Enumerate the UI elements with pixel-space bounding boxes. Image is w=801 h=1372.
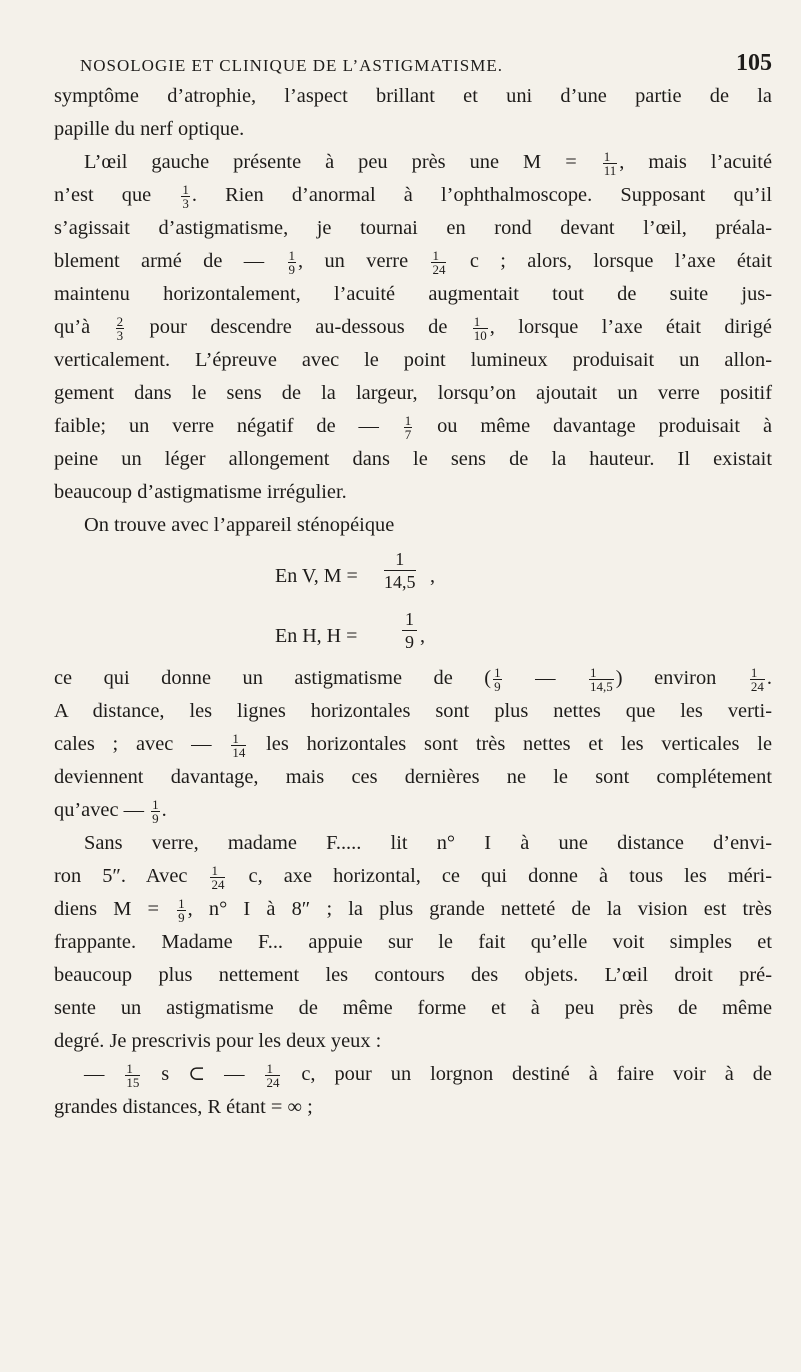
text-line (54, 728, 772, 761)
text-run: grandes distances, R étant = ∞ ; (54, 1096, 313, 1118)
fraction-numerator: 1 (182, 181, 189, 197)
text-run: degré. Je prescrivis pour les deux yeux : (54, 1030, 382, 1052)
text-line (54, 311, 772, 344)
text-run: maintenu horizontalement, l’acuité augmentait tout de suite jus- (54, 283, 772, 305)
fraction-denominator: 24 (266, 1074, 280, 1090)
fraction (603, 150, 618, 177)
fraction-numerator: 1 (431, 249, 446, 263)
formula-label: En V, M = (275, 565, 358, 587)
fraction (116, 315, 125, 342)
text-line (54, 113, 772, 146)
text-line (54, 1091, 772, 1124)
page-header (80, 50, 772, 84)
text-run: ou même davantage produisait à (414, 415, 773, 437)
text-line (54, 509, 772, 542)
text-run: , lorsque l’axe était dirigé (489, 316, 772, 338)
text-run: c, axe horizontal, ce qui donne à tous les méri- (227, 865, 772, 887)
text-run: faible; un verre négatif de — (54, 415, 402, 437)
fraction-numerator: 1 (178, 895, 185, 911)
fraction-denominator: 9 (288, 261, 296, 277)
text-run: c, pour un lorgnon destiné à faire voir à de (282, 1063, 772, 1085)
text-line (54, 212, 772, 245)
fraction-numerator: 1 (589, 666, 614, 680)
fraction-numerator: 1 (384, 548, 416, 571)
fraction-denominator: 14,5 (590, 678, 613, 694)
text-run: , un verre (298, 250, 430, 272)
text-line (54, 827, 772, 860)
fraction-denominator: 3 (182, 195, 189, 211)
fraction (177, 897, 186, 924)
fraction (384, 548, 416, 593)
text-line (54, 992, 772, 1025)
fraction-numerator: 1 (210, 864, 225, 878)
text-line (54, 860, 772, 893)
text-line (54, 761, 772, 794)
fraction (431, 249, 446, 276)
text-run: beaucoup d’astigmatisme irrégulier. (54, 481, 347, 503)
text-line (54, 278, 772, 311)
fraction (493, 666, 502, 693)
body-text (54, 80, 772, 1124)
fraction-numerator: 1 (288, 247, 296, 263)
text-run: diens M = (54, 898, 176, 920)
fraction-denominator: 15 (126, 1074, 140, 1090)
text-run: ) environ (615, 667, 748, 689)
text-run: ron 5″. Avec (54, 865, 209, 887)
fraction (288, 249, 297, 276)
fraction (151, 798, 160, 825)
text-run: blement armé de — (54, 250, 286, 272)
fraction-numerator: 1 (603, 150, 618, 164)
fraction-denominator: 7 (404, 426, 412, 442)
text-run: s ⊂ — (142, 1063, 264, 1085)
fraction (210, 864, 225, 891)
fraction-numerator: 1 (750, 666, 765, 680)
fraction-numerator: 1 (402, 608, 417, 631)
text-run: deviennent davantage, mais ces dernières ne le sont complétement (54, 766, 772, 788)
text-line (54, 794, 772, 827)
text-run: sente un astigmatisme de même forme et à peu près de même (54, 997, 772, 1019)
text-run: cales ; avec — (54, 733, 230, 755)
text-run: A distance, les lignes horizontales sont plus nettes que les verti- (54, 700, 772, 722)
fraction (265, 1062, 280, 1089)
fraction-denominator: 24 (750, 678, 764, 694)
fraction-denominator: 24 (211, 876, 225, 892)
punctuation: , (430, 565, 435, 587)
text-line (54, 410, 772, 443)
text-run: beaucoup plus nettement les contours des objets. L’œil droit pré- (54, 964, 772, 986)
text-run: . Rien d’anormal à l’ophthalmoscope. Supposant qu’il (191, 184, 772, 206)
fraction (231, 732, 246, 759)
fraction-denominator: 14,5 (384, 572, 416, 592)
text-line (54, 476, 772, 509)
formula-vertical (54, 542, 772, 602)
text-line (54, 443, 772, 476)
text-run: n’est que (54, 184, 180, 206)
text-run: . (766, 667, 772, 689)
fraction-denominator: 9 (494, 678, 501, 694)
formula-label: En H, H = (275, 625, 358, 647)
text-run: Sans verre, madame F..... lit n° I à une distance d’envi- (84, 832, 772, 854)
text-line (54, 926, 772, 959)
page-number: 105 (736, 50, 772, 76)
formula-horizontal (54, 602, 772, 662)
text-line (54, 959, 772, 992)
text-run: gement dans le sens de la largeur, lorsqu’on ajoutait un verre positif (54, 382, 772, 404)
text-run: peine un léger allongement dans le sens de la hauteur. Il existait (54, 448, 772, 470)
text-run: ce qui donne un astigmatisme de ( (54, 667, 492, 689)
fraction-numerator: 2 (116, 313, 124, 329)
text-line (54, 377, 772, 410)
text-run: verticalement. L’épreuve avec le point lumineux produisait un allon- (54, 349, 772, 371)
text-run: s’agissait d’astigmatisme, je tournai en rond devant l’œil, préala- (54, 217, 772, 239)
text-run: les horizontales sont très nettes et les verticales le (248, 733, 772, 755)
text-run: — (503, 667, 588, 689)
fraction (181, 183, 190, 210)
fraction (589, 666, 614, 693)
fraction-numerator: 1 (494, 664, 501, 680)
text-line (54, 344, 772, 377)
text-line (54, 1025, 772, 1058)
text-run: qu’à (54, 316, 114, 338)
fraction-denominator: 24 (432, 261, 446, 277)
fraction (750, 666, 765, 693)
fraction-numerator: 1 (231, 732, 246, 746)
text-line (54, 179, 772, 212)
fraction-denominator: 10 (473, 327, 487, 343)
fraction-numerator: 1 (265, 1062, 280, 1076)
fraction-denominator: 9 (178, 909, 185, 925)
fraction (125, 1062, 140, 1089)
text-run: frappante. Madame F... appuie sur le fait qu’elle voit simples et (54, 931, 772, 953)
fraction-denominator: 11 (603, 162, 617, 178)
fraction (473, 315, 488, 342)
fraction (402, 608, 417, 653)
text-run: c ; alors, lorsque l’axe était (448, 250, 772, 272)
fraction-numerator: 1 (404, 412, 412, 428)
text-run: symptôme d’atrophie, l’aspect brillant et uni d’une partie de la (54, 85, 772, 107)
fraction-denominator: 14 (232, 744, 246, 760)
fraction-denominator: 9 (152, 810, 159, 826)
text-run: On trouve avec l’appareil sténopéique (84, 514, 395, 536)
text-line (54, 146, 772, 179)
text-run: L’œil gauche présente à peu près une M = (84, 151, 601, 173)
fraction-numerator: 1 (152, 796, 159, 812)
text-line (54, 695, 772, 728)
text-run: — (84, 1063, 124, 1085)
fraction-numerator: 1 (125, 1062, 140, 1076)
fraction-numerator: 1 (473, 315, 488, 329)
text-run: pour descendre au-dessous de (126, 316, 471, 338)
text-run: . (161, 799, 167, 821)
running-head: NOSOLOGIE ET CLINIQUE DE L’ASTIGMATISME. (80, 56, 503, 75)
text-line (54, 80, 772, 113)
fraction-denominator: 9 (405, 632, 414, 652)
text-run: qu’avec — (54, 799, 150, 821)
text-run: , mais l’acuité (619, 151, 773, 173)
text-line (54, 662, 772, 695)
punctuation: , (420, 625, 425, 647)
fraction (404, 414, 413, 441)
text-line (54, 1058, 772, 1091)
text-run: , n° I à 8″ ; la plus grande netteté de la vision est très (187, 898, 772, 920)
text-line (54, 893, 772, 926)
fraction-denominator: 3 (116, 327, 124, 343)
text-line (54, 245, 772, 278)
text-run: papille du nerf optique. (54, 118, 245, 140)
